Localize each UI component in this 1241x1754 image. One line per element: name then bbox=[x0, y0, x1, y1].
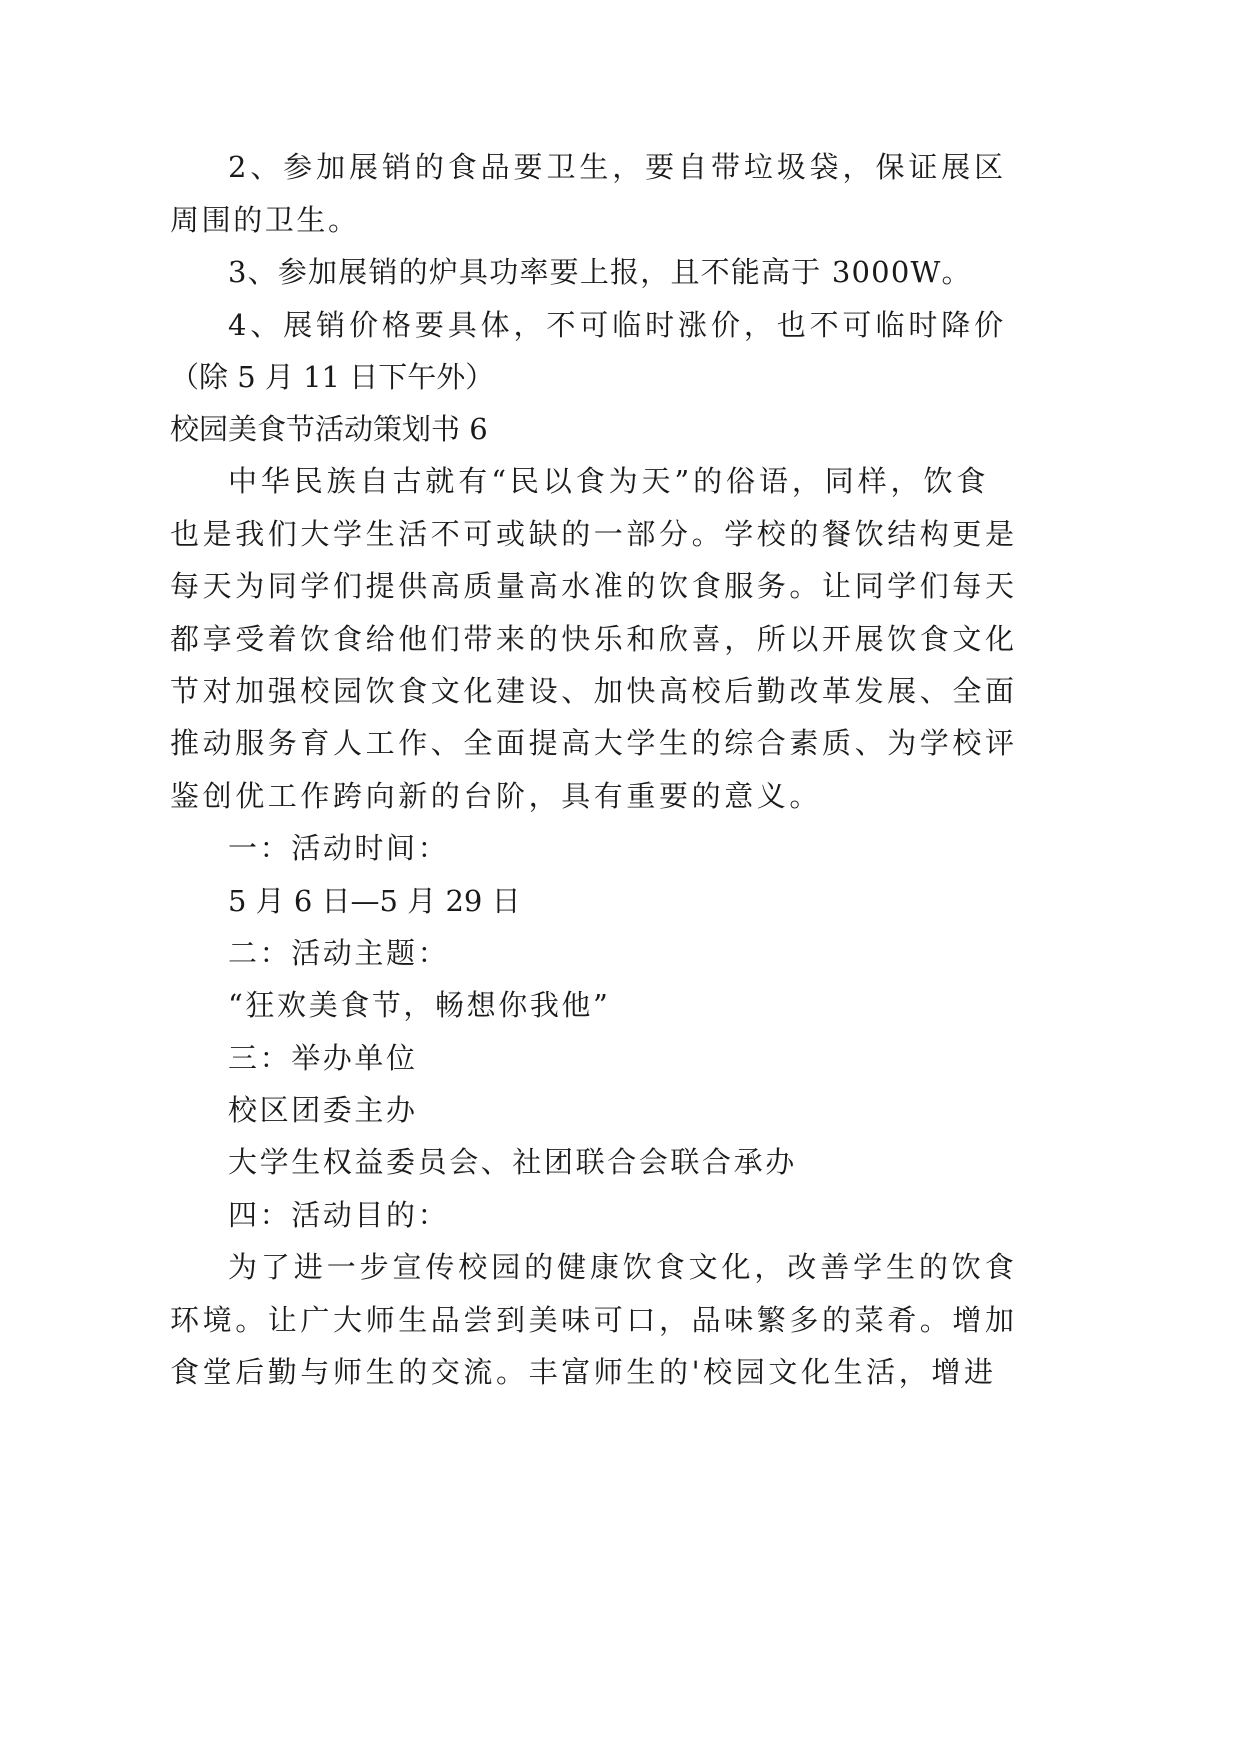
paragraph-line: 每天为同学们提供高质量高水准的饮食服务。让同学们每天 bbox=[170, 569, 1018, 603]
paragraph-line: 大学生权益委员会、社团联合会联合承办 bbox=[228, 1145, 797, 1179]
paragraph-line: 5 月 6 日—5 月 29 日 bbox=[228, 884, 521, 918]
paragraph-line: 也是我们大学生活不可或缺的一部分。学校的餐饮结构更是 bbox=[170, 517, 1018, 551]
paragraph-line: 都享受着饮食给他们带来的快乐和欣喜，所以开展饮食文化 bbox=[170, 622, 1018, 656]
list-heading: 四：活动目的： bbox=[228, 1198, 450, 1232]
list-heading: 一：活动时间： bbox=[228, 831, 450, 865]
section-heading: 校园美食节活动策划书 6 bbox=[170, 412, 488, 446]
paragraph-line: 3、参加展销的炉具功率要上报，且不能高于 3000W。 bbox=[228, 255, 972, 289]
list-heading: 二：活动主题： bbox=[228, 936, 450, 970]
paragraph-line: 2、参加展销的食品要卫生，要自带垃圾袋，保证展区 bbox=[228, 150, 1008, 184]
paragraph-line: （除 5 月 11 日下午外） bbox=[170, 360, 495, 394]
paragraph-line: 为了进一步宣传校园的健康饮食文化，改善学生的饮食 bbox=[228, 1250, 1018, 1284]
paragraph-line: 节对加强校园饮食文化建设、加快高校后勤改革发展、全面 bbox=[170, 674, 1018, 708]
paragraph-line: 食堂后勤与师生的交流。丰富师生的'校园文化生活，增进 bbox=[170, 1355, 997, 1389]
paragraph-line: 校区团委主办 bbox=[228, 1093, 418, 1127]
paragraph-line: 中华民族自古就有“民以食为天”的俗语，同样，饮食 bbox=[228, 464, 990, 498]
paragraph-line: 4、展销价格要具体，不可临时涨价，也不可临时降价 bbox=[228, 308, 1008, 342]
paragraph-line: “狂欢美食节，畅想你我他” bbox=[228, 988, 611, 1022]
paragraph-line: 周围的卫生。 bbox=[170, 203, 360, 237]
list-heading: 三：举办单位 bbox=[228, 1041, 418, 1075]
paragraph-line: 鉴创优工作跨向新的台阶，具有重要的意义。 bbox=[170, 779, 823, 813]
paragraph-line: 环境。让广大师生品尝到美味可口，品味繁多的菜肴。增加 bbox=[170, 1303, 1018, 1337]
paragraph-line: 推动服务育人工作、全面提高大学生的综合素质、为学校评 bbox=[170, 726, 1018, 760]
